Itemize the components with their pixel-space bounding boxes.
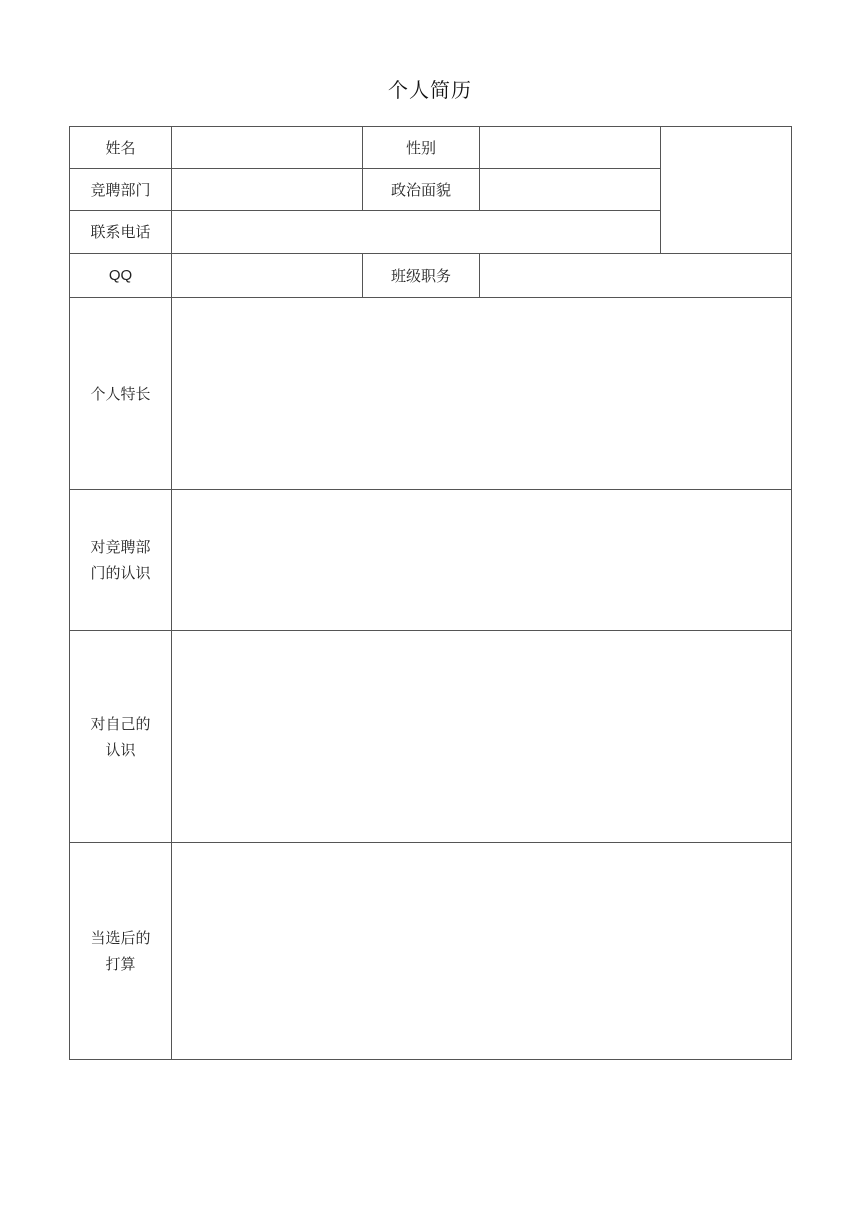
- name-label-text: 姓名: [105, 138, 136, 157]
- self-understanding-field[interactable]: [172, 631, 792, 843]
- plan-label: [70, 843, 172, 1060]
- dept-understanding-label: [70, 490, 172, 631]
- gender-label-text: 性别: [405, 138, 436, 157]
- self-understanding-label: [70, 631, 172, 843]
- phone-label: [70, 211, 172, 254]
- department-field[interactable]: [172, 169, 363, 211]
- phone-field[interactable]: [172, 211, 661, 254]
- dept-understanding-label-text: 对竞聘部门的认识: [90, 538, 151, 582]
- qq-label: [70, 254, 172, 298]
- qq-field[interactable]: [172, 254, 363, 298]
- name-field[interactable]: [172, 127, 363, 169]
- dept-understanding-field[interactable]: [172, 490, 792, 631]
- specialty-field[interactable]: [172, 298, 792, 490]
- class-position-field[interactable]: [480, 254, 792, 298]
- phone-label-text: 联系电话: [90, 223, 151, 241]
- class-position-label-text: 班级职务: [390, 266, 451, 285]
- plan-field[interactable]: [172, 843, 792, 1060]
- political-status-label: [363, 169, 480, 211]
- specialty-label-text: 个人特长: [90, 384, 151, 403]
- photo-box[interactable]: [661, 127, 792, 254]
- qq-label-text: QQ: [108, 266, 133, 284]
- class-position-label: [363, 254, 480, 298]
- specialty-label: [70, 298, 172, 490]
- political-status-label-text: 政治面貌: [390, 180, 451, 199]
- department-label-text: 竞聘部门: [90, 180, 151, 199]
- political-status-field[interactable]: [480, 169, 661, 211]
- page-title: 个人简历: [388, 78, 472, 102]
- gender-label: [363, 127, 480, 169]
- plan-label-text: 当选后的打算: [90, 929, 151, 973]
- name-label: [70, 127, 172, 169]
- gender-field[interactable]: [480, 127, 661, 169]
- self-understanding-label-text: 对自己的认识: [90, 714, 151, 759]
- resume-form-table: [69, 126, 792, 1060]
- department-label: [70, 169, 172, 211]
